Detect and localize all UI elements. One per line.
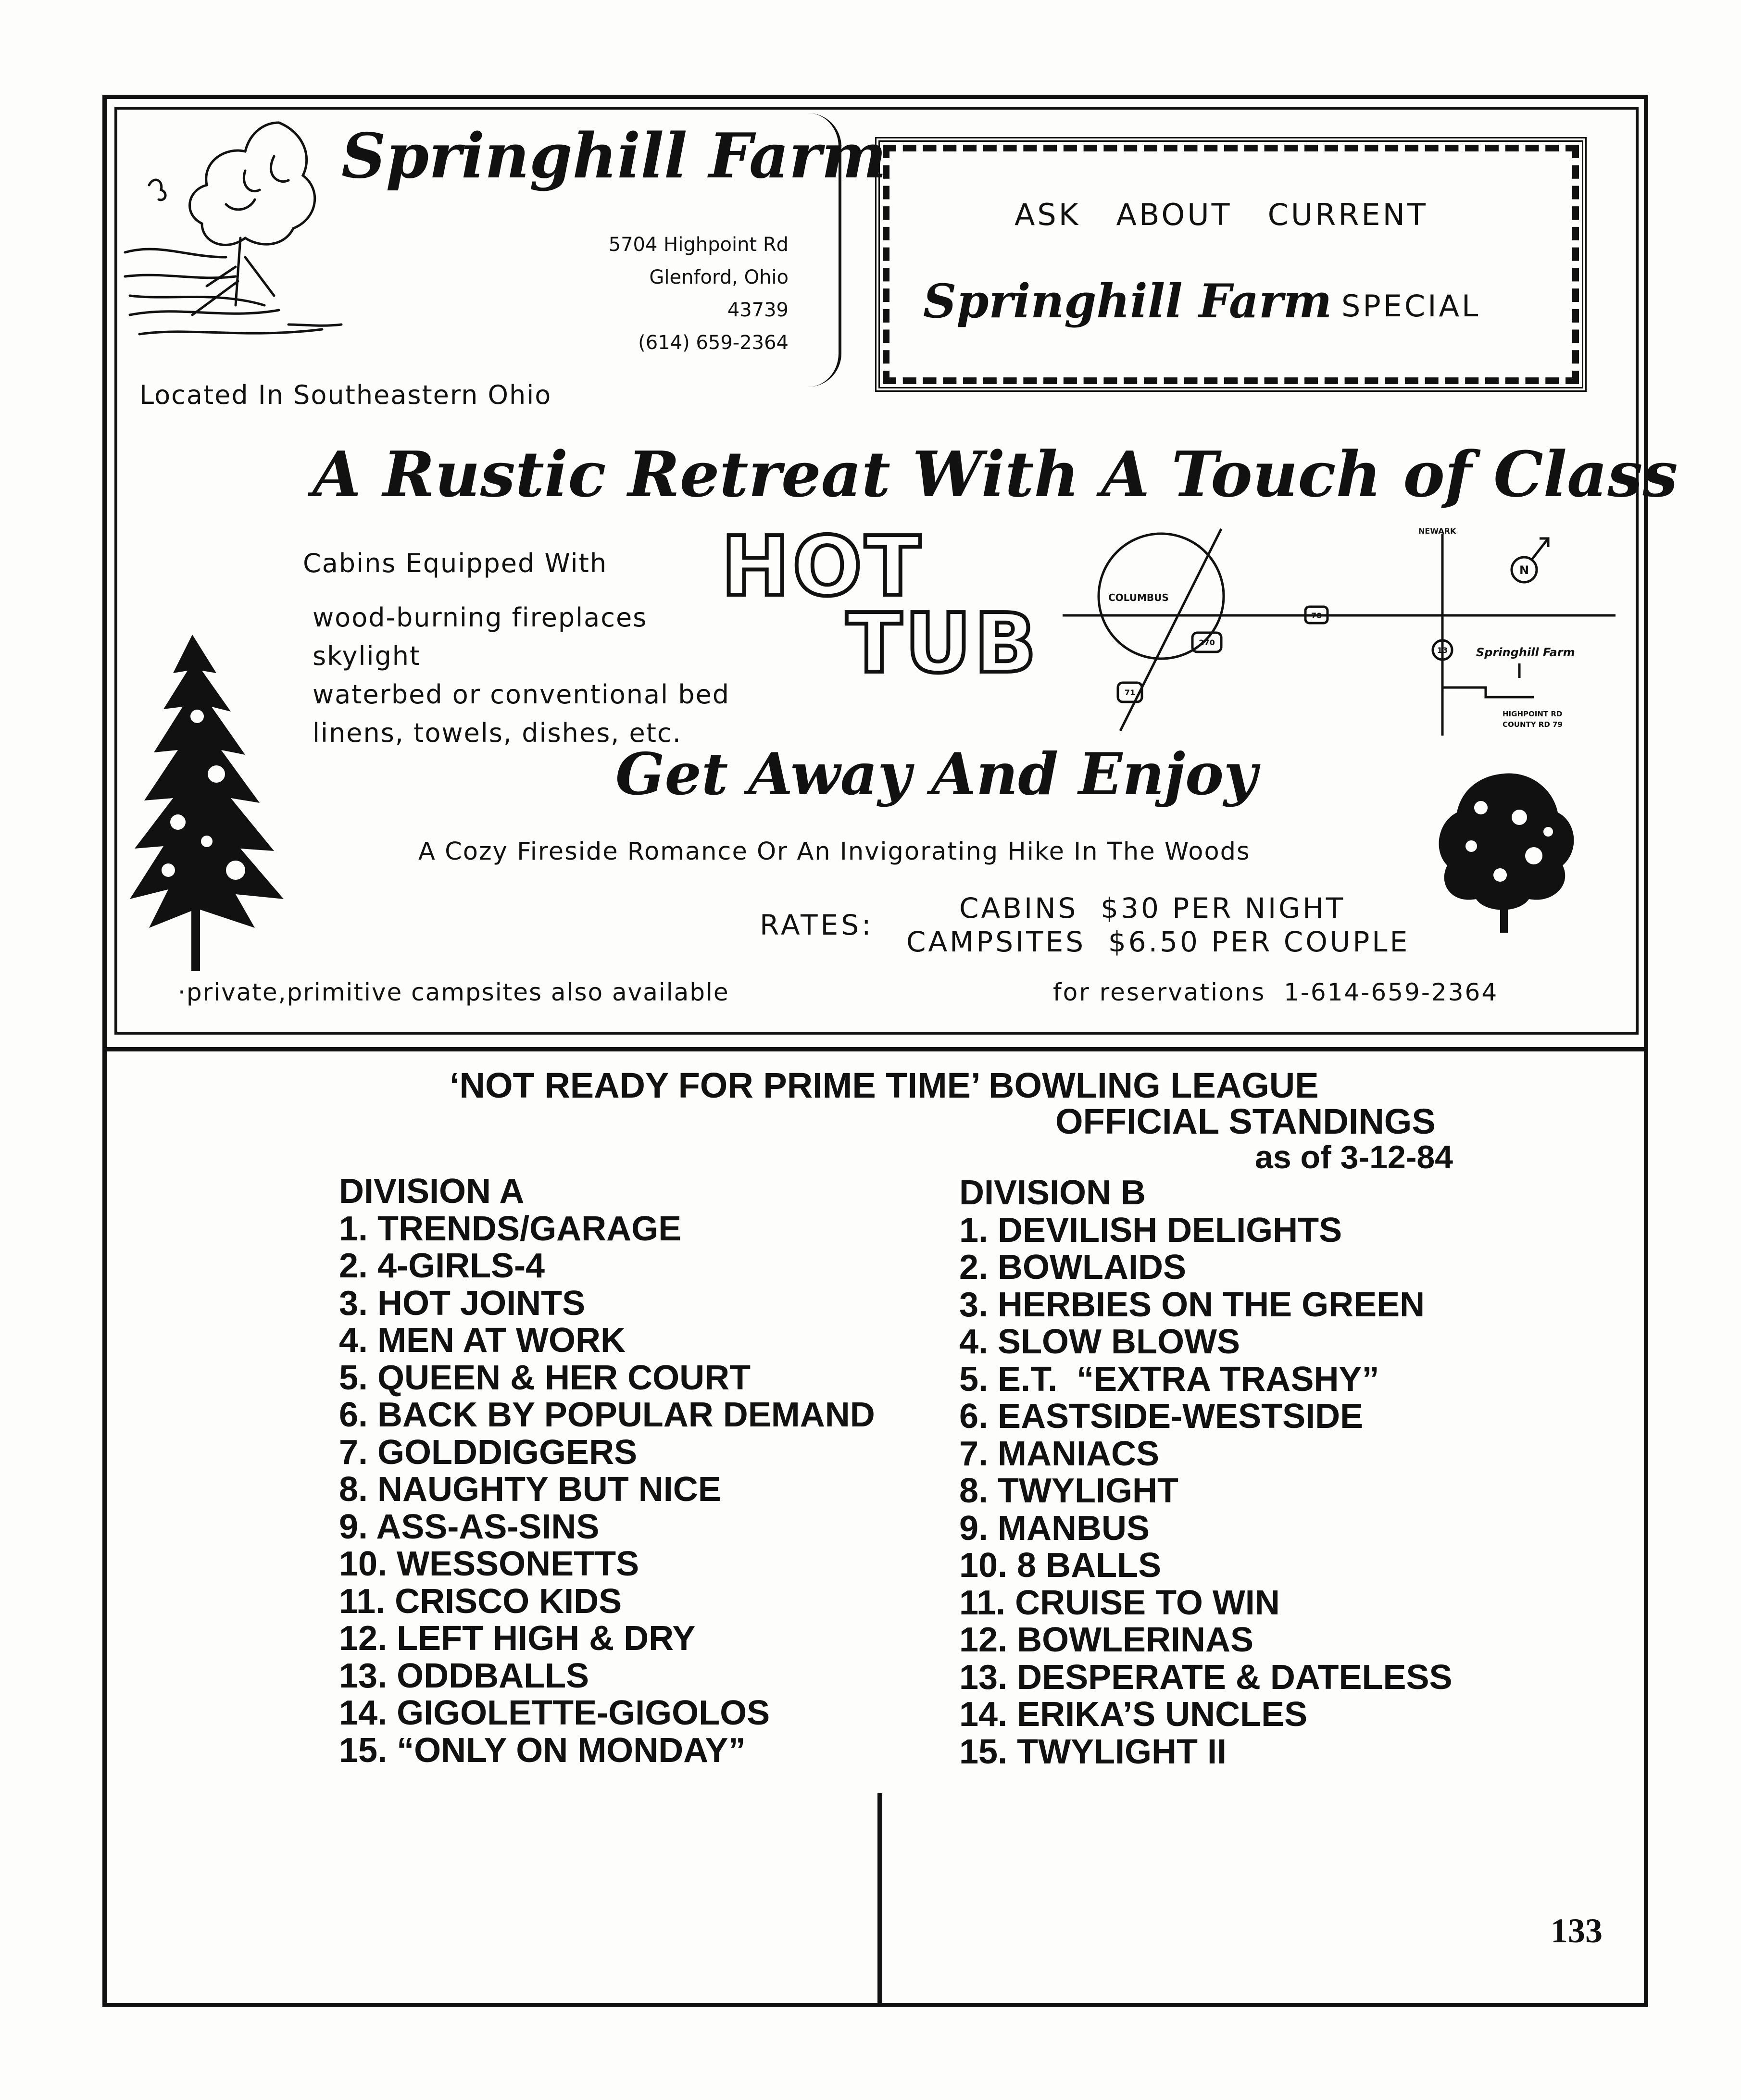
- hot-text: HOT: [721, 519, 924, 614]
- standings-date: as of 3-12-84: [1255, 1139, 1453, 1175]
- division-b-team: 6. EASTSIDE-WESTSIDE: [959, 1397, 1364, 1436]
- address-city: Glenford, Ohio: [649, 266, 789, 288]
- slogan-headline: A Rustic Retreat With A Touch of Class: [313, 438, 1678, 511]
- location-text: Located In Southeastern Ohio: [139, 380, 552, 410]
- division-a-team: 14. GIGOLETTE-GIGOLOS: [339, 1694, 770, 1732]
- page-number: 133: [1551, 1912, 1603, 1950]
- center-rule: [877, 1793, 882, 2005]
- division-b-team: 11. CRUISE TO WIN: [959, 1583, 1280, 1622]
- address-street: 5704 Highpoint Rd: [608, 234, 789, 256]
- map-route-270-label: 270: [1199, 638, 1215, 647]
- interstate-71-road: [1120, 529, 1221, 731]
- rate-cabins: CABINS $30 PER NIGHT: [959, 892, 1346, 925]
- campsites-note: ·private,primitive campsites also available: [178, 978, 729, 1006]
- division-a-team: 15. “ONLY ON MONDAY”: [339, 1731, 746, 1770]
- division-b-team: 2. BOWLAIDS: [959, 1248, 1187, 1287]
- division-a-team: 8. NAUGHTY BUT NICE: [339, 1470, 721, 1509]
- division-b-team: 10. 8 BALLS: [959, 1546, 1162, 1585]
- rate-campsites: CAMPSITES $6.50 PER COUPLE: [906, 925, 1410, 958]
- tagline-text: A Cozy Fireside Romance Or An Invigorating Hike In The Woods: [418, 838, 1251, 866]
- division-b-team: 14. ERIKA’S UNCLES: [959, 1695, 1308, 1734]
- division-b-team: 5. E.T. “EXTRA TRASHY”: [959, 1360, 1379, 1399]
- division-a-team: 4. MEN AT WORK: [339, 1321, 626, 1360]
- division-a-team: 10. WESSONETTS: [339, 1545, 639, 1583]
- section-divider: [102, 1047, 1648, 1051]
- amenities-list: [313, 599, 730, 752]
- division-a-team: 7. GOLDDIGGERS: [339, 1433, 638, 1472]
- division-b-column: [959, 1175, 1453, 1771]
- special-offer-line2: SPECIAL: [1341, 288, 1481, 324]
- division-b-team: 9. MANBUS: [959, 1509, 1150, 1548]
- division-a-column: [339, 1173, 875, 1769]
- division-b-team: 12. BOWLERINAS: [959, 1621, 1254, 1659]
- division-a-team: 5. QUEEN & HER COURT: [339, 1358, 751, 1397]
- deciduous-tree-illustration: [1428, 764, 1582, 938]
- map-road-label-2: COUNTY RD 79: [1503, 720, 1563, 729]
- division-a-team: 6. BACK BY POPULAR DEMAND: [339, 1396, 875, 1434]
- address-block: [558, 228, 789, 359]
- amenity-item: skylight: [313, 641, 421, 671]
- division-b-team: 8. TWYLIGHT: [959, 1472, 1178, 1510]
- division-a-team: 2. 4-GIRLS-4: [339, 1247, 545, 1285]
- map-route-13-label: 13: [1437, 646, 1448, 655]
- division-b-team: 7. MANIACS: [959, 1434, 1160, 1473]
- address-bracket: [779, 113, 841, 387]
- address-zip: 43739: [727, 299, 789, 321]
- farm-name-title: Springhill Farm: [341, 120, 887, 192]
- division-b-team: 1. DEVILISH DELIGHTS: [959, 1211, 1342, 1250]
- tub-text: TUB: [846, 596, 1040, 691]
- division-a-team: 12. LEFT HIGH & DRY: [339, 1619, 696, 1658]
- division-a-team: 1. TRENDS/GARAGE: [339, 1209, 682, 1248]
- division-b-team: 13. DESPERATE & DATELESS: [959, 1658, 1453, 1697]
- pine-tree-illustration: [120, 620, 361, 976]
- getaway-headline: Get Away And Enjoy: [615, 740, 1257, 808]
- league-subtitle: OFFICIAL STANDINGS: [1055, 1101, 1436, 1141]
- tree-sketch-illustration: [120, 113, 370, 382]
- league-title: ‘NOT READY FOR PRIME TIME’ BOWLING LEAGUE: [450, 1065, 1319, 1105]
- division-a-team: 13. ODDBALLS: [339, 1656, 589, 1695]
- amenity-item: wood-burning fireplaces: [313, 602, 648, 633]
- highpoint-road: [1442, 688, 1534, 697]
- map-farm-label: Springhill Farm: [1476, 646, 1575, 659]
- division-a-heading: DIVISION A: [339, 1172, 525, 1211]
- map-route-70-label: 70: [1311, 611, 1322, 620]
- rates-label: RATES:: [760, 909, 874, 941]
- map-north-symbol: N: [1519, 563, 1529, 577]
- amenity-item: waterbed or conventional bed: [313, 679, 730, 710]
- division-b-team: 15. TWYLIGHT II: [959, 1732, 1227, 1771]
- division-b-heading: DIVISION B: [959, 1174, 1146, 1212]
- special-offer-farm-name: Springhill Farm: [923, 274, 1332, 328]
- reservations-text: for reservations 1-614-659-2364: [1053, 978, 1499, 1006]
- address-phone: (614) 659-2364: [638, 332, 789, 354]
- map-city-label: COLUMBUS: [1108, 592, 1169, 603]
- cabins-heading: Cabins Equipped With: [303, 548, 608, 578]
- division-a-team: 3. HOT JOINTS: [339, 1284, 586, 1323]
- division-a-team: 9. ASS-AS-SINS: [339, 1507, 600, 1546]
- division-a-team: 11. CRISCO KIDS: [339, 1582, 622, 1621]
- location-map: [1053, 524, 1630, 755]
- division-b-team: 4. SLOW BLOWS: [959, 1323, 1240, 1361]
- map-north-town-label: NEWARK: [1418, 526, 1456, 536]
- amenity-item: linens, towels, dishes, etc.: [313, 718, 682, 748]
- division-b-team: 3. HERBIES ON THE GREEN: [959, 1285, 1425, 1324]
- special-offer-box: [875, 137, 1587, 392]
- map-road-label-1: HIGHPOINT RD: [1503, 710, 1563, 718]
- special-offer-line1: ASK ABOUT CURRENT: [1015, 197, 1428, 232]
- map-route-71-label: 71: [1124, 688, 1136, 697]
